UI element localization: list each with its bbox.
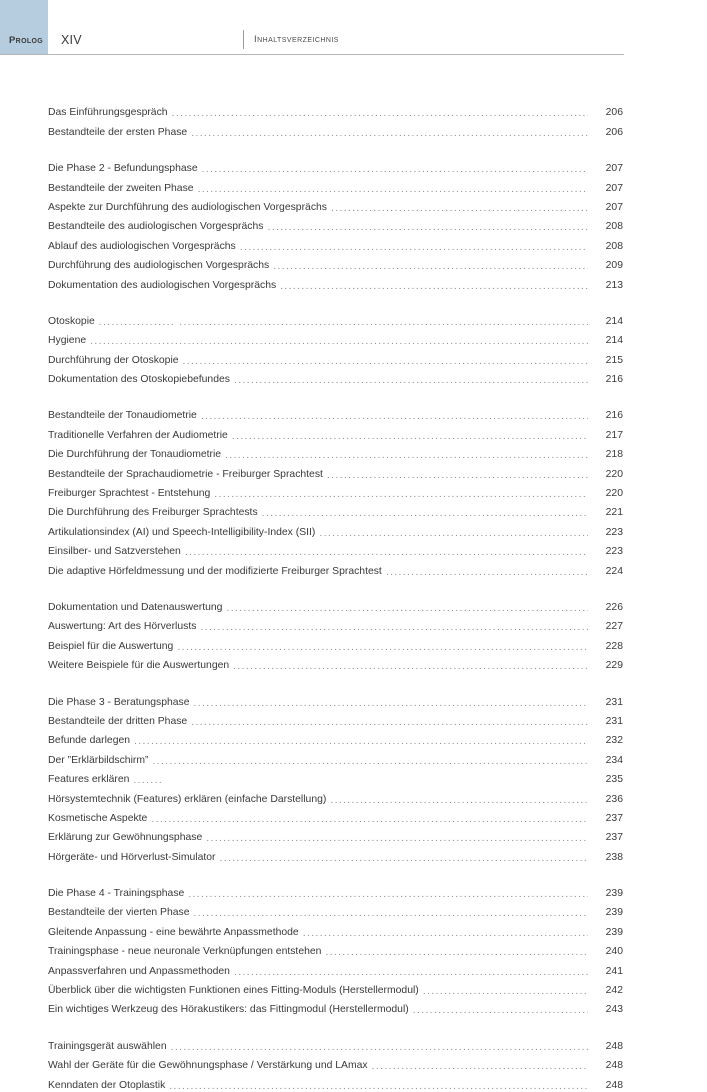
toc-entry-page-number: 215 bbox=[605, 354, 623, 366]
toc-entry-page-number: 223 bbox=[605, 526, 623, 538]
toc-entry-page-number: 239 bbox=[605, 888, 623, 900]
toc-entry-title: Die Phase 2 - Befundungsphase bbox=[48, 163, 198, 175]
toc-dot-leader bbox=[225, 449, 588, 460]
toc-entry-page-number: 232 bbox=[605, 735, 623, 747]
toc-entry-title: Bestandteile der dritten Phase bbox=[48, 715, 188, 727]
toc-entry[interactable] bbox=[48, 825, 623, 844]
toc-entry[interactable] bbox=[48, 633, 623, 652]
toc-entry-page-number: 231 bbox=[605, 696, 623, 708]
toc-entry-title: Bestandteile der ersten Phase bbox=[48, 126, 188, 138]
toc-entry-page-number: 239 bbox=[605, 907, 623, 919]
toc-entry[interactable] bbox=[48, 233, 623, 252]
toc-entry-page-number: 226 bbox=[605, 601, 623, 613]
toc-entry[interactable] bbox=[48, 100, 623, 119]
toc-group bbox=[48, 309, 623, 387]
toc-entry-title: Hygiene bbox=[48, 335, 87, 347]
toc-entry-page-number: 241 bbox=[605, 965, 623, 977]
toc-entry-title: Artikulationsindex (AI) und Speech-Intelligibility-Index (SII) bbox=[48, 526, 316, 538]
toc-dot-leader bbox=[234, 966, 588, 977]
toc-dot-leader bbox=[325, 946, 588, 957]
toc-entry[interactable] bbox=[48, 156, 623, 175]
toc-entry-page-number: 242 bbox=[605, 985, 623, 997]
toc-entry[interactable] bbox=[48, 195, 623, 214]
toc-dot-leader bbox=[327, 469, 588, 480]
toc-dot-leader bbox=[191, 127, 588, 138]
toc-entry-title: Otoskopie bbox=[48, 315, 95, 327]
toc-group bbox=[48, 100, 623, 139]
toc-entry-title: Bestandteile der Tonaudiometrie bbox=[48, 410, 197, 422]
page-folio-number: XIV bbox=[61, 33, 82, 47]
toc-group bbox=[48, 403, 623, 578]
toc-entry-page-number: 223 bbox=[605, 546, 623, 558]
toc-entry-title: Wahl der Geräte für die Gewöhnungsphase / Verstärkung und LAmax bbox=[48, 1060, 368, 1072]
toc-entry-title: Anpassverfahren und Anpassmethoden bbox=[48, 965, 230, 977]
toc-entry-title: Gleitende Anpassung - eine bewährte Anpassmethode bbox=[48, 926, 299, 938]
toc-dot-leader bbox=[372, 1060, 588, 1071]
toc-entry-page-number: 218 bbox=[605, 449, 623, 461]
toc-group bbox=[48, 881, 623, 1017]
toc-entry-title: Ablauf des audiologischen Vorgesprächs bbox=[48, 240, 236, 252]
toc-entry[interactable] bbox=[48, 328, 623, 347]
toc-entry-title: Überblick über die wichtigsten Funktionen eines Fitting-Moduls (Herstellermodul) bbox=[48, 985, 419, 997]
toc-entry-title: Hörgeräte- und Hörverlust-Simulator bbox=[48, 851, 216, 863]
toc-dot-leader bbox=[183, 355, 588, 366]
toc-entry[interactable] bbox=[48, 1033, 623, 1052]
toc-entry[interactable] bbox=[48, 939, 623, 958]
toc-entry-page-number: 208 bbox=[605, 240, 623, 252]
toc-group bbox=[48, 689, 623, 864]
toc-entry-title: Die Durchführung der Tonaudiometrie bbox=[48, 449, 222, 461]
toc-dot-leader bbox=[200, 621, 588, 632]
toc-entry-title: Bestandteile der Sprachaudiometrie - Freiburger Sprachtest bbox=[48, 468, 323, 480]
toc-entry[interactable] bbox=[48, 367, 623, 386]
header-vertical-divider bbox=[243, 30, 244, 49]
toc-dot-leader bbox=[133, 774, 588, 785]
toc-entry[interactable] bbox=[48, 558, 623, 577]
toc-entry-title: Trainingsphase - neue neuronale Verknüpfungen entstehen bbox=[48, 946, 322, 958]
toc-entry-page-number: 208 bbox=[605, 221, 623, 233]
toc-entry-title: Aspekte zur Durchführung des audiologischen Vorgesprächs bbox=[48, 201, 327, 213]
toc-dot-leader bbox=[303, 927, 588, 938]
toc-entry-title: Features erklären bbox=[48, 774, 130, 786]
toc-dot-leader bbox=[423, 985, 588, 996]
toc-entry-page-number: 237 bbox=[605, 812, 623, 824]
toc-entry-page-number: 224 bbox=[605, 565, 623, 577]
toc-entry-page-number: 207 bbox=[605, 182, 623, 194]
toc-entry-title: Hörsystemtechnik (Features) erklären (einfache Darstellung) bbox=[48, 793, 327, 805]
toc-entry-page-number: 236 bbox=[605, 793, 623, 805]
toc-entry[interactable] bbox=[48, 272, 623, 291]
toc-entry-title: Traditionelle Verfahren der Audiometrie bbox=[48, 429, 228, 441]
toc-entry-page-number: 221 bbox=[605, 507, 623, 519]
toc-entry-page-number: 213 bbox=[605, 279, 623, 291]
toc-entry-page-number: 239 bbox=[605, 926, 623, 938]
toc-dot-leader bbox=[169, 1080, 588, 1091]
toc-dot-leader bbox=[151, 813, 588, 824]
toc-entry-page-number: 228 bbox=[605, 640, 623, 652]
toc-entry[interactable] bbox=[48, 500, 623, 519]
toc-entry[interactable] bbox=[48, 119, 623, 138]
page-running-header bbox=[0, 0, 707, 56]
toc-entry-page-number: 206 bbox=[605, 126, 623, 138]
toc-dot-leader bbox=[194, 907, 588, 918]
toc-entry-title: Dokumentation des audiologischen Vorgesprächs bbox=[48, 279, 277, 291]
toc-entry[interactable] bbox=[48, 214, 623, 233]
toc-entry[interactable] bbox=[48, 614, 623, 633]
toc-entry-page-number: 207 bbox=[605, 163, 623, 175]
toc-entry-page-number: 207 bbox=[605, 201, 623, 213]
toc-entry-title: Die Durchführung des Freiburger Sprachtests bbox=[48, 507, 258, 519]
toc-entry-page-number: 235 bbox=[605, 774, 623, 786]
toc-entry-title: Kosmetische Aspekte bbox=[48, 812, 148, 824]
toc-entry-page-number: 229 bbox=[605, 660, 623, 672]
toc-entry-title: Dokumentation und Datenauswertung bbox=[48, 601, 223, 613]
toc-dot-leader bbox=[219, 852, 588, 863]
toc-entry[interactable] bbox=[48, 900, 623, 919]
header-section-title: Inhaltsverzeichnis bbox=[254, 34, 339, 45]
toc-entry[interactable] bbox=[48, 403, 623, 422]
toc-dot-leader bbox=[262, 507, 588, 518]
toc-entry-page-number: 237 bbox=[605, 832, 623, 844]
toc-entry-title: Die Phase 3 - Beratungsphase bbox=[48, 696, 190, 708]
toc-dot-leader bbox=[191, 716, 588, 727]
toc-entry-title: Trainingsgerät auswählen bbox=[48, 1040, 167, 1052]
toc-entry-title: Die adaptive Hörfeldmessung und der modifizierte Freiburger Sprachtest bbox=[48, 565, 382, 577]
toc-entry[interactable] bbox=[48, 461, 623, 480]
toc-dot-leader bbox=[233, 660, 588, 671]
toc-entry[interactable] bbox=[48, 481, 623, 500]
toc-dot-leader bbox=[90, 335, 588, 346]
toc-entry-title: Dokumentation des Otoskopiebefundes bbox=[48, 374, 230, 386]
toc-entry[interactable] bbox=[48, 347, 623, 366]
toc-entry-title: Das Einführungsgespräch bbox=[48, 107, 168, 119]
toc-entry-page-number: 209 bbox=[605, 260, 623, 272]
toc-entry-title: Durchführung der Otoskopie bbox=[48, 354, 179, 366]
toc-entry-page-number: 206 bbox=[605, 107, 623, 119]
toc-dot-leader bbox=[232, 430, 588, 441]
toc-dot-leader bbox=[177, 641, 588, 652]
toc-entry[interactable] bbox=[48, 442, 623, 461]
toc-entry[interactable] bbox=[48, 689, 623, 708]
toc-entry-title: Durchführung des audiologischen Vorgesprächs bbox=[48, 260, 270, 272]
toc-entry[interactable] bbox=[48, 653, 623, 672]
toc-entry-page-number: 240 bbox=[605, 946, 623, 958]
toc-entry-page-number: 216 bbox=[605, 374, 623, 386]
prolog-section-tab bbox=[0, 0, 48, 55]
toc-dot-leader bbox=[280, 280, 588, 291]
toc-entry[interactable] bbox=[48, 539, 623, 558]
toc-dot-leader bbox=[273, 260, 588, 271]
toc-dot-leader bbox=[198, 183, 588, 194]
toc-entry[interactable] bbox=[48, 728, 623, 747]
toc-entry[interactable] bbox=[48, 1072, 623, 1091]
toc-dot-leader bbox=[172, 107, 588, 118]
toc-entry-page-number: 238 bbox=[605, 851, 623, 863]
toc-dot-leader bbox=[267, 221, 588, 232]
toc-entry-title: Kenndaten der Otoplastik bbox=[48, 1079, 166, 1091]
toc-entry-title: Ein wichtiges Werkzeug des Hörakustikers: das Fittingmodul (Herstellermodul) bbox=[48, 1004, 409, 1016]
toc-entry-page-number: 214 bbox=[605, 335, 623, 347]
toc-dot-leader bbox=[99, 316, 588, 327]
toc-group bbox=[48, 1033, 623, 1091]
toc-dot-leader bbox=[331, 202, 588, 213]
toc-entry-page-number: 227 bbox=[605, 621, 623, 633]
toc-dot-leader bbox=[185, 546, 588, 557]
toc-entry[interactable] bbox=[48, 767, 623, 786]
toc-group bbox=[48, 595, 623, 673]
toc-entry-title: Beispiel für die Auswertung bbox=[48, 640, 174, 652]
toc-entry-title: Die Phase 4 - Trainingsphase bbox=[48, 888, 185, 900]
toc-entry[interactable] bbox=[48, 747, 623, 766]
toc-dot-leader bbox=[202, 163, 588, 174]
toc-dot-leader bbox=[240, 241, 588, 252]
toc-entry-title: Bestandteile der zweiten Phase bbox=[48, 182, 194, 194]
toc-entry-title: Erklärung zur Gewöhnungsphase bbox=[48, 832, 203, 844]
toc-entry[interactable] bbox=[48, 881, 623, 900]
toc-entry-page-number: 248 bbox=[605, 1079, 623, 1091]
toc-entry[interactable] bbox=[48, 844, 623, 863]
toc-entry[interactable] bbox=[48, 309, 623, 328]
toc-dot-leader bbox=[201, 410, 588, 421]
toc-entry[interactable] bbox=[48, 253, 623, 272]
toc-dot-leader bbox=[214, 488, 588, 499]
toc-entry[interactable] bbox=[48, 978, 623, 997]
table-of-contents bbox=[48, 100, 623, 1092]
toc-dot-leader bbox=[206, 832, 588, 843]
toc-entry[interactable] bbox=[48, 519, 623, 538]
toc-entry-title: Bestandteile des audiologischen Vorgesprächs bbox=[48, 221, 264, 233]
toc-entry-page-number: 234 bbox=[605, 754, 623, 766]
toc-dot-leader bbox=[330, 794, 588, 805]
toc-entry[interactable] bbox=[48, 595, 623, 614]
toc-entry-title: Weitere Beispiele für die Auswertungen bbox=[48, 660, 230, 672]
toc-entry-page-number: 216 bbox=[605, 410, 623, 422]
toc-entry[interactable] bbox=[48, 806, 623, 825]
toc-dot-leader bbox=[234, 374, 588, 385]
toc-dot-leader bbox=[194, 697, 588, 708]
toc-dot-leader bbox=[152, 755, 588, 766]
toc-entry[interactable] bbox=[48, 422, 623, 441]
toc-entry-page-number: 248 bbox=[605, 1060, 623, 1072]
toc-dot-leader bbox=[188, 888, 588, 899]
toc-dot-leader bbox=[171, 1041, 588, 1052]
toc-entry-page-number: 220 bbox=[605, 488, 623, 500]
toc-entry-page-number: 220 bbox=[605, 468, 623, 480]
toc-entry[interactable] bbox=[48, 958, 623, 977]
toc-dot-leader bbox=[226, 602, 588, 613]
toc-entry[interactable] bbox=[48, 1053, 623, 1072]
toc-entry-page-number: 214 bbox=[605, 315, 623, 327]
toc-entry[interactable] bbox=[48, 175, 623, 194]
toc-entry-title: Bestandteile der vierten Phase bbox=[48, 907, 190, 919]
toc-entry[interactable] bbox=[48, 919, 623, 938]
toc-entry-title: Einsilber- und Satzverstehen bbox=[48, 546, 181, 558]
toc-dot-leader bbox=[134, 735, 588, 746]
toc-dot-leader bbox=[386, 566, 588, 577]
toc-entry-page-number: 231 bbox=[605, 715, 623, 727]
toc-entry-title: Freiburger Sprachtest - Entstehung bbox=[48, 488, 211, 500]
toc-group bbox=[48, 156, 623, 292]
toc-entry[interactable] bbox=[48, 786, 623, 805]
header-horizontal-rule bbox=[0, 54, 624, 55]
toc-entry-page-number: 243 bbox=[605, 1004, 623, 1016]
toc-entry-title: Der ”Erklärbildschirm” bbox=[48, 754, 149, 766]
toc-entry-title: Befunde darlegen bbox=[48, 735, 131, 747]
toc-dot-leader bbox=[319, 527, 588, 538]
toc-entry-page-number: 248 bbox=[605, 1040, 623, 1052]
prolog-tab-label: Prolog bbox=[9, 35, 44, 46]
toc-dot-leader bbox=[413, 1004, 588, 1015]
toc-entry[interactable] bbox=[48, 709, 623, 728]
toc-entry-title: Auswertung: Art des Hörverlusts bbox=[48, 621, 197, 633]
toc-entry-page-number: 217 bbox=[605, 429, 623, 441]
